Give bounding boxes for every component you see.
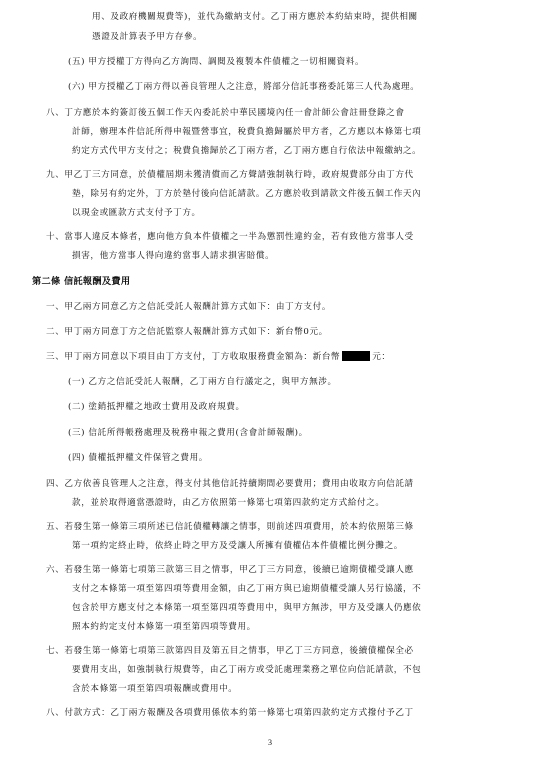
text-line: (二) 塗銷抵押權之地政士費用及政府規費。 [68, 402, 245, 412]
text-line: 九、甲乙丁三方同意，於債權屆期未獲清償而乙方聲請強制執行時，政府規費部分由丁方代 [46, 170, 414, 180]
text-line: 二、甲丁兩方同意丁方之信託監察人報酬計算方式如下：新台幣0元。 [46, 327, 328, 337]
text-line: 一、甲乙兩方同意乙方之信託受託人報酬計算方式如下：由丁方支付。 [46, 302, 332, 312]
section-heading: 第二條 信託報酬及費用 [32, 276, 131, 287]
text-line: 以現金或匯款方式支付予丁方。 [72, 208, 201, 218]
text-line: (五) 甲方授權丁方得向乙方詢問、調閱及複製本件債權之一切相關資料。 [68, 57, 365, 67]
text-segment: 三、甲丁兩方同意以下項目由丁方支付，丁方收取服務費金額為：新台幣 [46, 352, 341, 362]
text-line: (四) 債權抵押權文件保管之費用。 [68, 453, 208, 463]
text-line: 七、若發生第一條第七項第三款第四目及第五目之情事，甲乙丁三方同意，後續債權保全必 [46, 646, 414, 656]
redaction-box [342, 351, 370, 361]
text-line: 含於本條第一項至第四項報酬或費用中。 [72, 684, 238, 694]
text-line: 損害，他方當事人得向違約當事人請求損害賠償。 [72, 251, 275, 261]
text-line: 支付之本條第一項至第四項等費用金額，由乙丁兩方與已逾期債權受讓人另行協議，不 [72, 584, 422, 594]
text-line: 約定方式代甲方支付之；稅費負擔歸於乙丁兩方者，乙丁兩方應自行依法申報繳納之。 [72, 146, 422, 156]
text-line: 款，並於取得適當憑證時，由乙方依照第一條第七項第四款約定方式給付之。 [72, 498, 385, 508]
text-line [46, 351, 391, 363]
text-line: (一) 乙方之信託受託人報酬，乙丁兩方自行議定之，與甲方無涉。 [68, 377, 337, 387]
text-line: 用、及政府機關規費等)，並代為繳納支付。乙丁兩方應於本約結束時，提供相關 [92, 12, 418, 22]
text-line: 照本約約定支付本條第一項至第四項等費用。 [72, 622, 256, 632]
text-line: 四、乙方依善良管理人之注意，得支付其他信託持續期間必要費用；費用由收取方向信託請 [46, 479, 414, 489]
text-line: (三) 信託所得帳務處理及稅務申報之費用(含會計師報酬)。 [68, 428, 308, 438]
text-line: 八、丁方應於本約簽訂後五個工作天內委託於中華民國境內任一會計師公會註冊登錄之會 [46, 108, 405, 118]
text-line: 計師，辦理本件信託所得申報暨營事宜，稅費負擔歸屬於甲方者，乙方應以本條第七項 [72, 127, 422, 137]
text-line: 十、當事人違反本條者，應向他方負本件債權之一半為懲罰性違約金，若有致他方當事人受 [46, 232, 414, 242]
text-segment: 元： [372, 352, 391, 362]
text-line: 第一項約定終止時，依終止時之甲方及受讓人所擁有債權佔本件債權比例分攤之。 [72, 541, 403, 551]
text-line: 八、付款方式：乙丁兩方報酬及各項費用係依本約第一條第七項第四款約定方式撥付予乙丁 [46, 708, 414, 718]
text-line: (六) 甲方授權乙丁兩方得以善良管理人之注意，將部分信託事務委託第三人代為處理。 [68, 82, 420, 92]
text-line: 要費用支出，如強制執行規費等，由乙丁兩方或受託處理業務之單位向信託請款，不包 [72, 665, 422, 675]
text-line: 墊，除另有約定外，丁方於墊付後向信託請款。乙方應於收到請款文件後五個工作天內 [72, 189, 422, 199]
page-number: 3 [268, 738, 272, 747]
text-line: 六、若發生第一條第七項第三款第三目之情事，甲乙丁三方同意，後續已逾期債權受讓人應 [46, 565, 414, 575]
text-line: 五、若發生第一條第三項所述已信託債權轉讓之情事，則前述四項費用，於本約依照第三條 [46, 522, 414, 532]
text-line: 包含於甲方應支付之本條第一項至第四項等費用中，與甲方無涉，甲方及受讓人仍應依 [72, 603, 422, 613]
text-line: 憑證及計算表予甲方存參。 [92, 32, 203, 42]
